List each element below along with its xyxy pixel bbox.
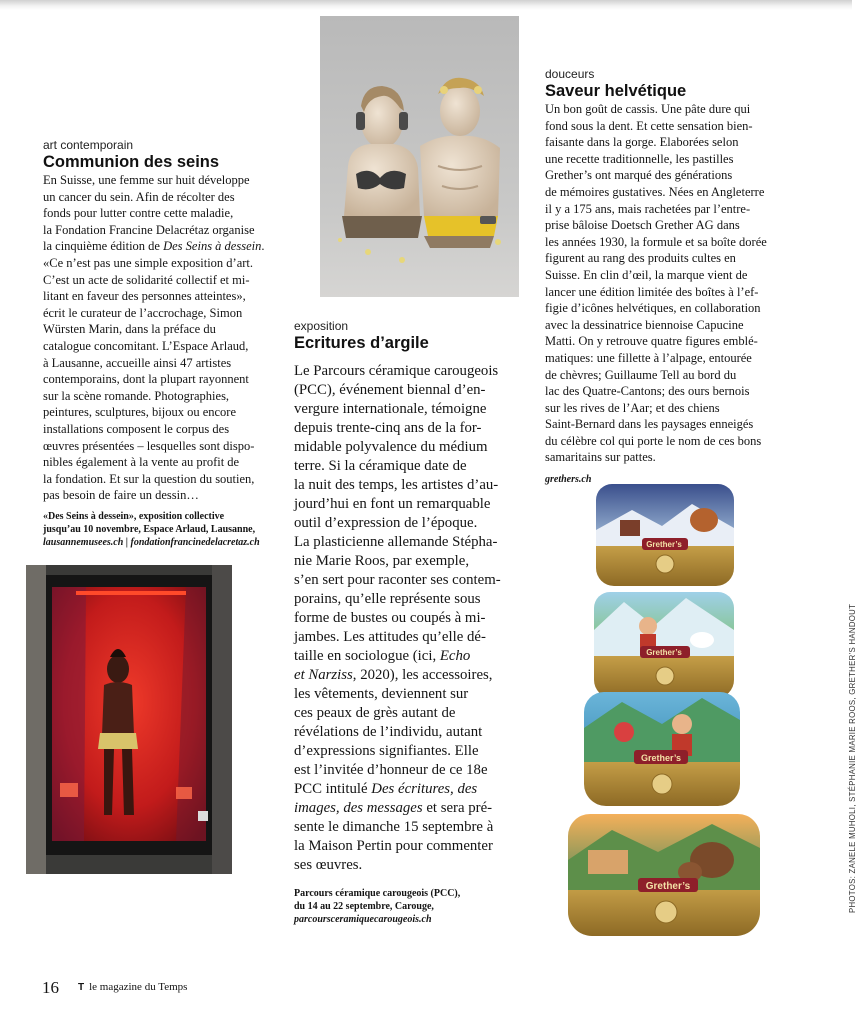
tin-label-4: Grether’s [645,881,691,892]
article-kicker: exposition [294,319,349,333]
t-logo: T [78,982,85,993]
grethers-tins-photo [562,480,767,945]
window-performance-photo [26,565,232,874]
article-douceurs [545,67,785,486]
tin-label-2: Grether’s [646,648,682,657]
article-title: Communion des seins [43,153,220,171]
article-kicker: art contemporain [43,138,134,152]
article-title: Ecritures d’argile [294,334,429,352]
tin-label-1: Grether’s [646,540,682,549]
top-shadow [0,0,852,10]
article-body: Un bon goût de cassis. Une pâte dure qui fond sous la dent. Et cette sensation bien- faisante dans la gorge. Elaborées selon une recette traditionnelle, les pastilles Grether’s ont marqué des générations de mémoires gustatives. Nées en Angleterre il y a 175 ans, mais rachetées par l’entre- prise bâloise Doetsch Grether AG dans les années 1930, la formule et sa boîte dorée figurent au rang des produits cultes en Suisse. En clin d’œil, la marque vient de lancer une édition limitée des boîtes à l’ef- figie d’icônes helvétiques, en collaboration avec la dessinatrice biennoise Capucine Matti. On y retrouve quatre figures emblé- matiques: une fillette à l’alpage, entourée de chèvres; Guillaume Tell au bord du lac des Quatre-Cantons; des ours bernois sur les rives de l’Aar; et des chiens Saint-Bernard dans les paysages enneigés du célèbre col qui porte le nom de ces bons samaritains sur pattes. [545,102,767,465]
link-parcoursceramique[interactable]: parcoursceramiquecarougeois.ch [294,914,432,925]
link-grethers[interactable]: grethers.ch [545,474,592,486]
article-credit: «Des Seins à dessein», exposition collective jusqu’au 10 novembre, Espace Arlaud, Lausanne, lausannemusees.ch | fondationfrancinedelacretaz.ch [43,510,260,548]
article-exposition [294,319,534,926]
article-body: En Suisse, une femme sur huit développe un cancer du sein. Afin de récolter des fonds pour lutter contre cette maladie, la Fondation Francine Delacrétaz organise la cinquième édition de Des Seins à dessein. «Ce n’est pas une simple exposition d’art. C’est un acte de solidarité collectif et mi- litant en faveur des personnes atteintes», écrit le curateur de l’accrochage, Simon Würsten Marin, dans la préface du catalogue concomitant. L’Espace Arlaud, à Lausanne, accueille ainsi 47 artistes contemporains, dont la plupart rayonnent sur la scène romande. Photographies, peintures, sculptures, bijoux ou encore installations composent le corpus des œuvres présentées – lesquelles sont dispo- nibles également à la vente au profit de la fondation. Et sur la question du soutien, pas besoin de faire un dessin… [43,173,265,503]
article-kicker: douceurs [545,67,595,81]
page-number: 16 [42,978,59,997]
article-body: Le Parcours céramique carougeois (PCC), événement biennal d’en- vergure internationale, témoigne depuis trente-cinq ans de la for- midable polyvalence du médium terre. Si la céramique date de la nuit des temps, les artistes d’au- jourd’hui en font un remarquable outil d’expression de l’époque. La plasticienne allemande Stépha- nie Marie Roos, par exemple, s’en sert pour raconter ses contem- porains, qu’elle représente sous forme de bustes ou coupés à mi- jambes. Les attitudes qu’elle dé- taille en sociologue (ici, Echo et Narziss, 2020), les accessoires, les vêtements, deviennent sur ces peaux de grès autant de révélations de l’individu, autant d’expressions signifiantes. Elle est l’invitée d’honneur de ce 18e PCC intitulé Des écritures, des images, des messages et sera pré- sente le dimanche 15 septembre à la Maison Pertin pour commenter ses œuvres. [294,363,501,873]
link-fondation[interactable]: fondationfrancinedelacretaz.ch [130,536,260,548]
photo-credit: PHOTOS: ZANELE MUHOLI, STÉPHANIE MARIE ROOS, GRETHER’S HANDOUT [848,603,857,913]
magazine-name: T le magazine du Temps [78,981,188,993]
tin-label-3: Grether’s [640,753,682,763]
article-title: Saveur helvétique [545,82,687,100]
article-credit: Parcours céramique carougeois (PCC), du 14 au 22 septembre, Carouge, parcoursceramiquecarougeois.ch [294,888,461,925]
sculpture-photo [320,16,519,297]
link-lausannemusees[interactable]: lausannemusees.ch [43,536,124,548]
article-art-contemporain [43,138,268,549]
